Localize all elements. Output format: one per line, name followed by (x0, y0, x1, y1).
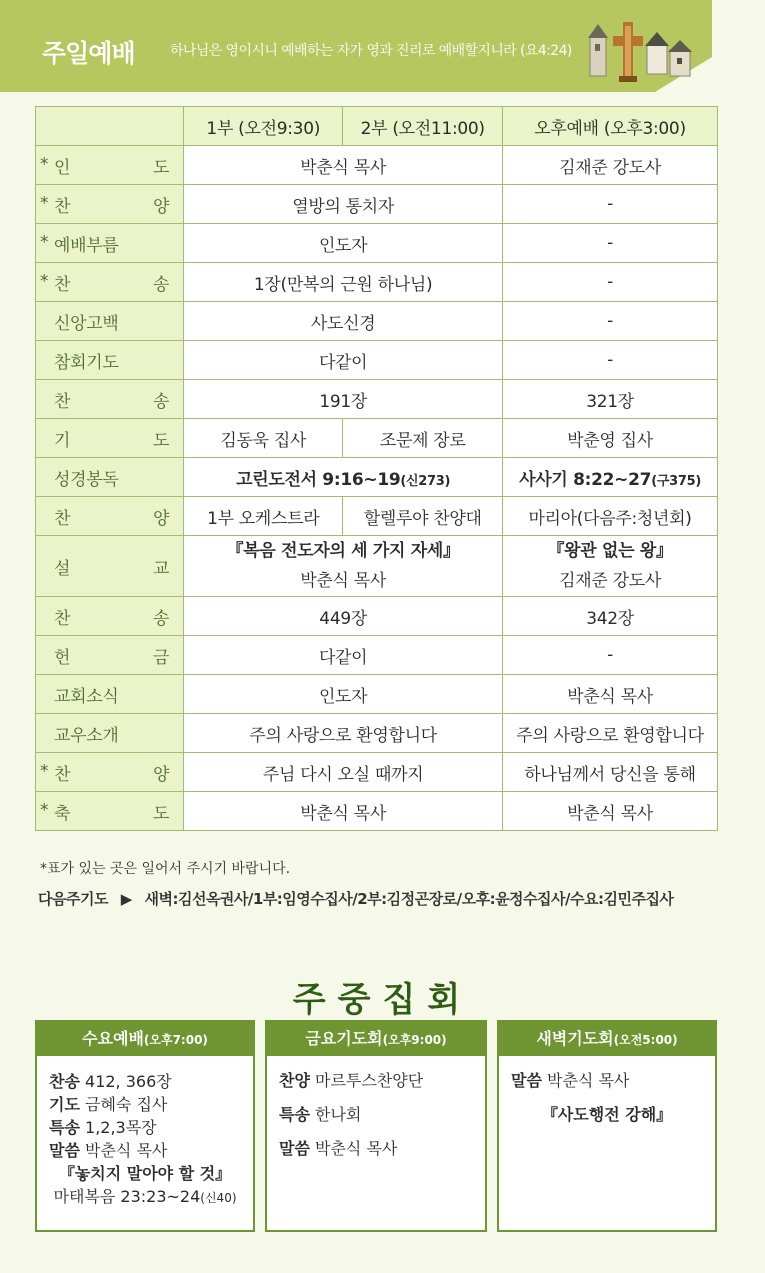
stand-mark: * (40, 154, 49, 175)
afternoon-cell: 사사기 8:22~27(구375) (503, 458, 718, 497)
row-label: 기 도 (36, 419, 184, 458)
sermon-title: 『놓치지 말아야 할 것』 (58, 1164, 232, 1183)
stand-mark: * (40, 232, 49, 253)
info-line: 기도 금혜숙 집사 (49, 1095, 168, 1114)
morning-cell: 191장 (184, 380, 503, 419)
afternoon-sermon-cell (503, 536, 718, 597)
afternoon-cell: - (503, 302, 718, 341)
info-line: 말씀 박춘식 목사 (511, 1071, 630, 1090)
afternoon-cell: - (503, 224, 718, 263)
arrow-right-icon: ▶ (120, 890, 132, 908)
second-service-cell: 할렐루야 찬양대 (343, 497, 503, 536)
afternoon-cell: - (503, 636, 718, 675)
afternoon-cell: - (503, 263, 718, 302)
row-label: 찬 송 (36, 380, 184, 419)
afternoon-cell: 김재준 강도사 (503, 146, 718, 185)
weekly-meetings-title: 주중집회 (292, 980, 473, 1020)
box-header: 새벽기도회(오전5:00) (499, 1022, 715, 1056)
morning-cell: 박춘식 목사 (184, 792, 503, 831)
sermon-title: 『왕관 없는 왕』 (547, 541, 673, 561)
morning-cell: 고린도전서 9:16~19(신273) (184, 458, 503, 497)
morning-cell: 다같이 (184, 636, 503, 675)
afternoon-cell: 박춘식 목사 (503, 675, 718, 714)
morning-cell: 다같이 (184, 341, 503, 380)
column-header-afternoon: 오후예배 (오후3:00) (503, 107, 718, 146)
row-label: * 찬 양 (36, 753, 184, 792)
table-row (36, 636, 718, 675)
next-prayer-label: 다음주기도 (38, 890, 108, 908)
second-service-cell: 조문제 장로 (343, 419, 503, 458)
table-row (36, 536, 718, 597)
table-row (36, 224, 718, 263)
row-label: 설 교 (36, 536, 184, 597)
header-corner (36, 107, 184, 146)
preacher: 박춘식 목사 (300, 571, 386, 591)
row-label: * 인 도 (36, 146, 184, 185)
row-label: 찬 송 (36, 597, 184, 636)
row-label: 교회소식 (36, 675, 184, 714)
row-label: * 찬 양 (36, 185, 184, 224)
box-body (499, 1056, 715, 1132)
afternoon-cell: 하나님께서 당신을 통해 (503, 753, 718, 792)
afternoon-cell: 박춘식 목사 (503, 792, 718, 831)
morning-cell: 박춘식 목사 (184, 146, 503, 185)
table-row (36, 458, 718, 497)
worship-order-table (35, 106, 718, 831)
standing-note: *표가 있는 곳은 일어서 주시기 바랍니다. (40, 861, 291, 877)
morning-cell: 사도신경 (184, 302, 503, 341)
info-line: 말씀 박춘식 목사 (279, 1139, 398, 1158)
row-label: 성경봉독 (36, 458, 184, 497)
afternoon-cell: 342장 (503, 597, 718, 636)
table-row (36, 185, 718, 224)
box-header: 수요예배(오후7:00) (37, 1022, 253, 1056)
stand-mark: * (40, 271, 49, 292)
morning-cell: 449장 (184, 597, 503, 636)
row-label: * 예배부름 (36, 224, 184, 263)
table-row (36, 380, 718, 419)
preacher: 김재준 강도사 (559, 571, 661, 591)
info-line: 찬양 마르투스찬양단 (279, 1071, 424, 1090)
morning-cell: 인도자 (184, 675, 503, 714)
table-row (36, 792, 718, 831)
table-row (36, 675, 718, 714)
table-row (36, 263, 718, 302)
morning-cell: 1장(만복의 근원 하나님) (184, 263, 503, 302)
first-service-cell: 1부 오케스트라 (184, 497, 343, 536)
stand-mark: * (40, 761, 49, 782)
wednesday-service-box (35, 1020, 255, 1232)
table-row (36, 146, 718, 185)
column-header-second: 2부 (오전11:00) (343, 107, 503, 146)
info-line: 특송 한나회 (279, 1105, 362, 1124)
morning-sermon-cell (184, 536, 503, 597)
stand-mark: * (40, 193, 49, 214)
box-header: 금요기도회(오후9:00) (267, 1022, 485, 1056)
table-header-row (36, 107, 718, 146)
sermon-title: 『사도행전 강해』 (541, 1105, 673, 1124)
first-service-cell: 김동욱 집사 (184, 419, 343, 458)
info-line: 찬송 412, 366장 (49, 1072, 172, 1091)
row-label: 참회기도 (36, 341, 184, 380)
afternoon-cell: - (503, 185, 718, 224)
afternoon-cell: 마리아(다음주:청년회) (503, 497, 718, 536)
morning-cell: 인도자 (184, 224, 503, 263)
table-row (36, 302, 718, 341)
row-label: * 축 도 (36, 792, 184, 831)
table-row (36, 753, 718, 792)
next-week-prayer (38, 888, 673, 909)
church-cross-icon (585, 14, 695, 86)
afternoon-cell: 321장 (503, 380, 718, 419)
table-row (36, 714, 718, 753)
table-row (36, 341, 718, 380)
info-line: 특송 1,2,3목장 (49, 1118, 157, 1137)
afternoon-cell: 주의 사랑으로 환영합니다 (503, 714, 718, 753)
afternoon-cell: 박춘영 집사 (503, 419, 718, 458)
table-row (36, 419, 718, 458)
page-title: 주일예배 (42, 39, 135, 68)
afternoon-cell: - (503, 341, 718, 380)
morning-cell: 열방의 통치자 (184, 185, 503, 224)
box-body (37, 1056, 253, 1210)
row-label: * 찬 송 (36, 263, 184, 302)
row-label: 헌 금 (36, 636, 184, 675)
row-label: 찬 양 (36, 497, 184, 536)
header-verse: 하나님은 영이시니 예배하는 자가 영과 진리로 예배할지니라 (요4:24) (170, 43, 572, 59)
row-label: 신앙고백 (36, 302, 184, 341)
header (0, 0, 765, 92)
info-line: 말씀 박춘식 목사 (49, 1141, 168, 1160)
scripture-ref: 마태복음 23:23~24(신40) (53, 1187, 237, 1206)
column-header-first: 1부 (오전9:30) (184, 107, 343, 146)
next-prayer-list: 새벽:김선옥권사/1부:임영수집사/2부:김정곤장로/오후:윤정수집사/수요:김민주집사 (144, 890, 674, 908)
friday-prayer-box (265, 1020, 487, 1232)
morning-cell: 주의 사랑으로 환영합니다 (184, 714, 503, 753)
row-label: 교우소개 (36, 714, 184, 753)
table-row (36, 597, 718, 636)
sermon-title: 『복음 전도자의 세 가지 자세』 (226, 541, 460, 561)
morning-cell: 주님 다시 오실 때까지 (184, 753, 503, 792)
table-row (36, 497, 718, 536)
box-body (267, 1056, 485, 1166)
stand-mark: * (40, 800, 49, 821)
dawn-prayer-box (497, 1020, 717, 1232)
